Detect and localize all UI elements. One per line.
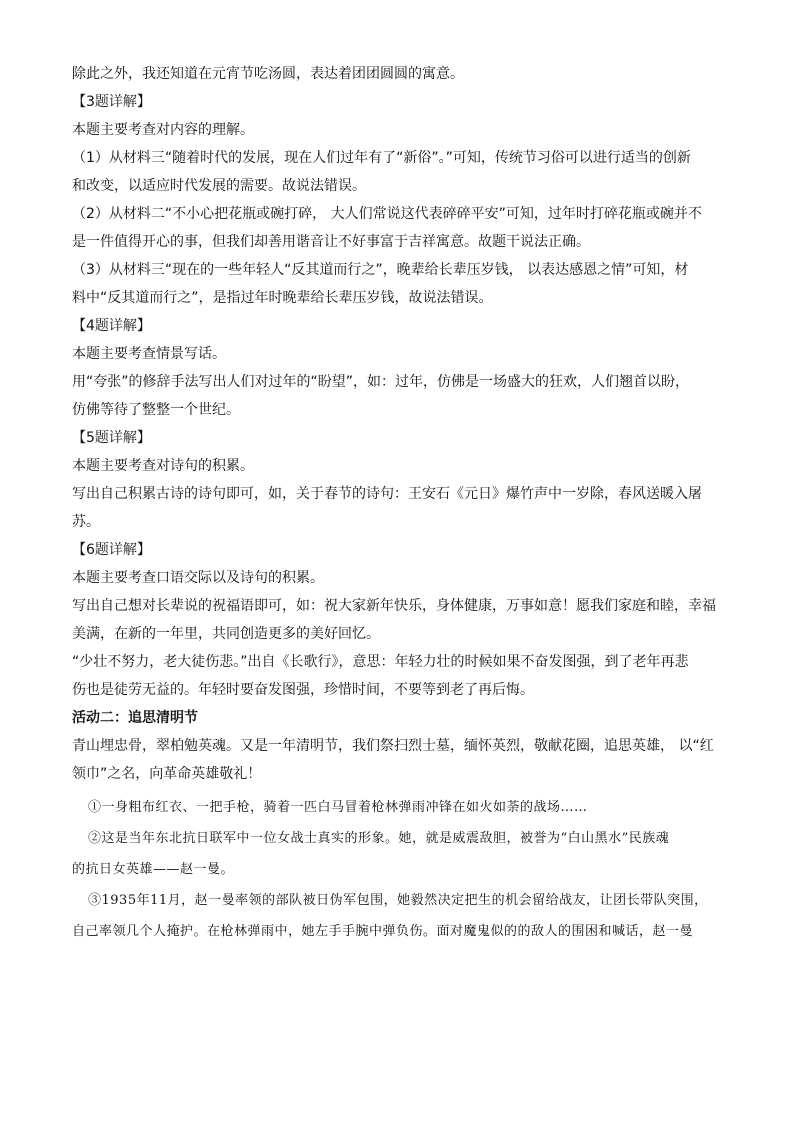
text-line: 本题主要考查对诗句的积累。 xyxy=(72,458,254,474)
activity-line: 青山埋忠骨，翠柏勉英魂。又是一年清明节，我们祭扫烈士墓，缅怀英烈，敬献花圈，追思英雄， 以“红 xyxy=(72,738,714,754)
text-line: 料中“反其道而行之”，是指过年时晚辈给长辈压岁钱，故说法错误。 xyxy=(72,290,493,306)
passage-line: ③1935年11月，赵一曼率领的部队被日伪军包围，她毅然决定把生的机会留给战友，让团长带队突围， xyxy=(88,893,708,908)
passage-line: 的抗日女英雄——赵一曼。 xyxy=(72,862,235,877)
text-line: （2）从材料二“不小心把花瓶或碗打碎， 大人们常说这代表碎碎平安”可知，过年时打碎花瓶或碗并不 xyxy=(72,206,702,222)
text-line: 伤也是徒劳无益的。年轻时要奋发图强，珍惜时间，不要等到老了再后悔。 xyxy=(72,682,534,698)
text-line: 写出自己积累古诗的诗句即可，如，关于春节的诗句：王安石《元日》爆竹声中一岁除，春风送暖入屠 xyxy=(72,486,702,502)
document-page xyxy=(72,60,722,947)
text-line: 【5题详解】 xyxy=(72,430,151,446)
answer-section xyxy=(72,60,722,704)
text-line: “少壮不努力，老大徒伤悲。”出自《长歌行》，意思：年轻力壮的时候如果不奋发图强，到了老年再悲 xyxy=(72,654,689,670)
text-line: 写出自己想对长辈说的祝福语即可，如：祝大家新年快乐，身体健康，万事如意！愿我们家庭和睦，幸福 xyxy=(72,598,716,614)
passage-line: ①一身粗布红衣、一把手枪，骑着一匹白马冒着枪林弹雨冲锋在如火如荼的战场…… xyxy=(88,800,588,815)
text-line: 仿佛等待了整整一个世纪。 xyxy=(72,402,240,418)
text-line: （1）从材料三“随着时代的发展，现在人们过年有了“新俗”。”可知，传统节习俗可以进行适当的创新 xyxy=(72,150,691,166)
text-line: 本题主要考查口语交际以及诗句的积累。 xyxy=(72,570,324,586)
text-line: 本题主要考查对内容的理解。 xyxy=(72,122,254,138)
text-line: 和改变，以适应时代发展的需要。故说法错误。 xyxy=(72,178,366,194)
activity-line: 领巾”之名，向革命英雄敬礼！ xyxy=(72,766,262,782)
text-line: 美满，在新的一年里，共同创造更多的美好回忆。 xyxy=(72,626,380,642)
reading-passage xyxy=(72,792,722,947)
passage-line: ②这是当年东北抗日联军中一位女战士真实的形象。她，就是威震敌胆，被誉为“白山黑水”民族魂 xyxy=(88,831,670,846)
text-line: （3）从材料三“现在的一些年轻人“反其道而行之”，晚辈给长辈压岁钱， 以表达感恩之情”可知，材 xyxy=(72,262,689,278)
text-line: 苏。 xyxy=(72,514,100,530)
activity-heading: 活动二：追思清明节 xyxy=(72,710,198,726)
text-line: 是一件值得开心的事，但我们却善用谐音让不好事富于吉祥寓意。故题干说法正确。 xyxy=(72,234,590,250)
text-line: 【6题详解】 xyxy=(72,542,151,558)
text-line: 除此之外，我还知道在元宵节吃汤圆，表达着团团圆圆的寓意。 xyxy=(72,66,464,82)
text-line: 本题主要考查情景写话。 xyxy=(72,346,226,362)
passage-line: 自己率领几个人掩护。在枪林弹雨中，她左手手腕中弹负伤。面对魔鬼似的的敌人的围困和喊话，赵一曼 xyxy=(72,924,694,939)
text-line: 【3题详解】 xyxy=(72,94,151,110)
text-line: 用“夸张”的修辞手法写出人们对过年的“盼望”，如：过年，仿佛是一场盛大的狂欢，人们翘首以盼， xyxy=(72,374,690,390)
text-line: 【4题详解】 xyxy=(72,318,151,334)
activity-intro xyxy=(72,732,722,788)
